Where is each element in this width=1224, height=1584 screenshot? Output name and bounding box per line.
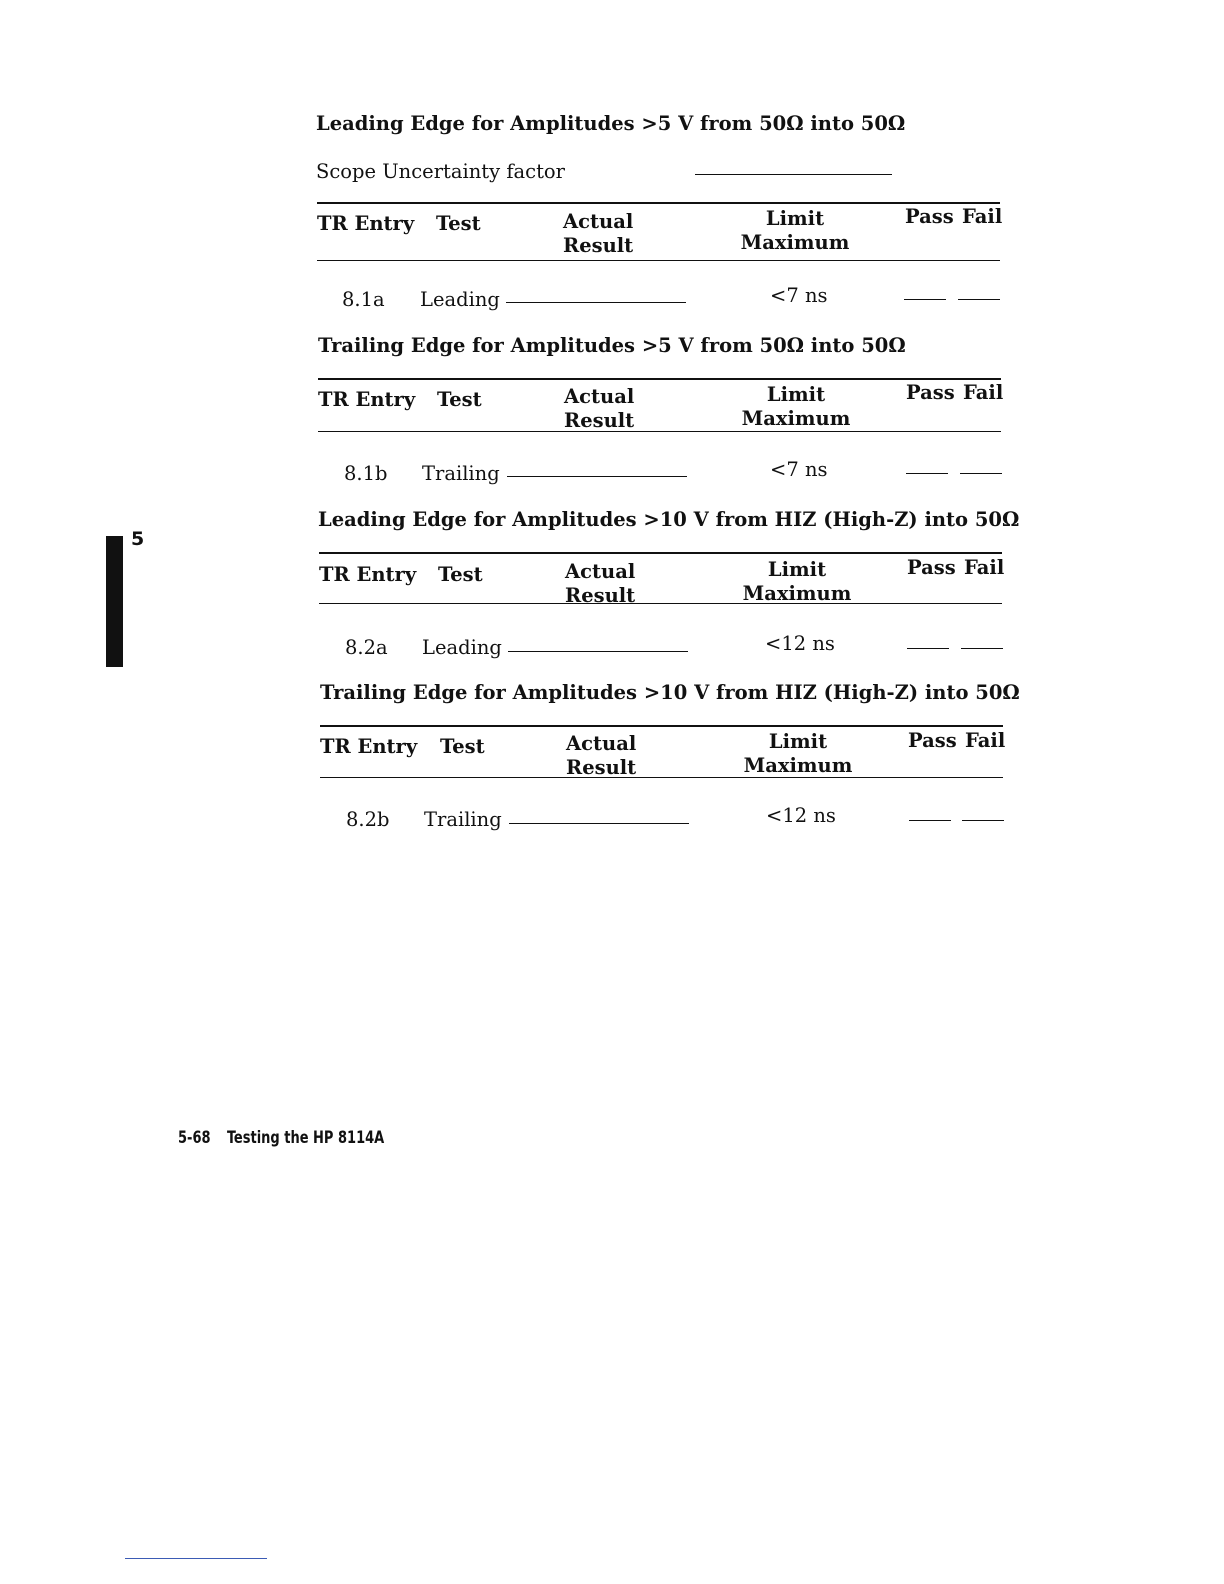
pass-blank[interactable]	[906, 473, 948, 474]
table-top-rule	[317, 202, 1000, 204]
actual-result-blank[interactable]	[509, 823, 689, 824]
row-entry: 8.1b	[344, 462, 388, 485]
pass-blank[interactable]	[904, 299, 946, 300]
header-tr-entry: TR Entry	[317, 212, 415, 235]
header-actual: Actual	[566, 732, 637, 755]
table-top-rule	[319, 552, 1002, 554]
table-top-rule	[318, 378, 1001, 380]
header-pass: Pass	[905, 205, 954, 228]
header-tr-entry: TR Entry	[320, 735, 418, 758]
chapter-tab-number: 5	[131, 528, 145, 550]
header-result: Result	[563, 234, 634, 257]
scope-uncertainty-blank[interactable]	[695, 174, 892, 175]
scope-uncertainty-label: Scope Uncertainty factor	[316, 160, 565, 183]
section-heading: Leading Edge for Amplitudes >5 V from 50Ω into 50Ω	[316, 112, 906, 135]
page-number: 5-68	[178, 1128, 211, 1148]
header-tr-entry: TR Entry	[319, 563, 417, 586]
header-pass: Pass	[907, 556, 956, 579]
header-fail: Fail	[963, 381, 1004, 404]
row-test: Trailing	[424, 808, 502, 831]
header-test: Test	[437, 388, 482, 411]
row-entry: 8.2b	[346, 808, 390, 831]
row-test: Leading	[422, 636, 502, 659]
header-maximum: Maximum	[743, 754, 853, 777]
pass-blank[interactable]	[907, 648, 949, 649]
header-pass: Pass	[906, 381, 955, 404]
actual-result-blank[interactable]	[507, 476, 687, 477]
header-maximum: Maximum	[740, 231, 850, 254]
table-header-rule	[318, 431, 1001, 432]
header-limit: Limit	[768, 730, 828, 753]
fail-blank[interactable]	[960, 473, 1002, 474]
page-footer	[178, 1128, 384, 1148]
actual-result-blank[interactable]	[506, 302, 686, 303]
header-maximum: Maximum	[741, 407, 851, 430]
section-heading: Leading Edge for Amplitudes >10 V from HIZ (High-Z) into 50Ω	[318, 508, 1020, 531]
header-actual: Actual	[564, 385, 635, 408]
bottom-link-rule	[125, 1558, 267, 1559]
header-actual: Actual	[563, 210, 634, 233]
header-result: Result	[566, 756, 637, 779]
header-pass: Pass	[908, 729, 957, 752]
fail-blank[interactable]	[958, 299, 1000, 300]
section-heading: Trailing Edge for Amplitudes >5 V from 50Ω into 50Ω	[318, 334, 906, 357]
row-limit: <7 ns	[770, 458, 828, 481]
actual-result-blank[interactable]	[508, 651, 688, 652]
header-fail: Fail	[962, 205, 1003, 228]
header-test: Test	[440, 735, 485, 758]
header-limit: Limit	[766, 383, 826, 406]
fail-blank[interactable]	[962, 820, 1004, 821]
table-header-rule	[317, 260, 1000, 261]
section-heading: Trailing Edge for Amplitudes >10 V from HIZ (High-Z) into 50Ω	[320, 681, 1020, 704]
row-entry: 8.1a	[342, 288, 385, 311]
row-entry: 8.2a	[345, 636, 388, 659]
table-header-rule	[320, 777, 1003, 778]
header-actual: Actual	[565, 560, 636, 583]
header-test: Test	[436, 212, 481, 235]
row-limit: <12 ns	[766, 804, 836, 827]
header-tr-entry: TR Entry	[318, 388, 416, 411]
fail-blank[interactable]	[961, 648, 1003, 649]
row-test: Leading	[420, 288, 500, 311]
header-fail: Fail	[964, 556, 1005, 579]
header-maximum: Maximum	[742, 582, 852, 605]
header-result: Result	[564, 409, 635, 432]
header-limit: Limit	[765, 207, 825, 230]
row-limit: <12 ns	[765, 632, 835, 655]
table-header-rule	[319, 603, 1002, 604]
row-test: Trailing	[422, 462, 500, 485]
pass-blank[interactable]	[909, 820, 951, 821]
footer-title: Testing the HP 8114A	[226, 1128, 385, 1148]
header-fail: Fail	[965, 729, 1006, 752]
table-top-rule	[320, 725, 1003, 727]
header-result: Result	[565, 584, 636, 607]
header-test: Test	[438, 563, 483, 586]
row-limit: <7 ns	[770, 284, 828, 307]
chapter-tab-bar	[106, 536, 123, 667]
header-limit: Limit	[767, 558, 827, 581]
